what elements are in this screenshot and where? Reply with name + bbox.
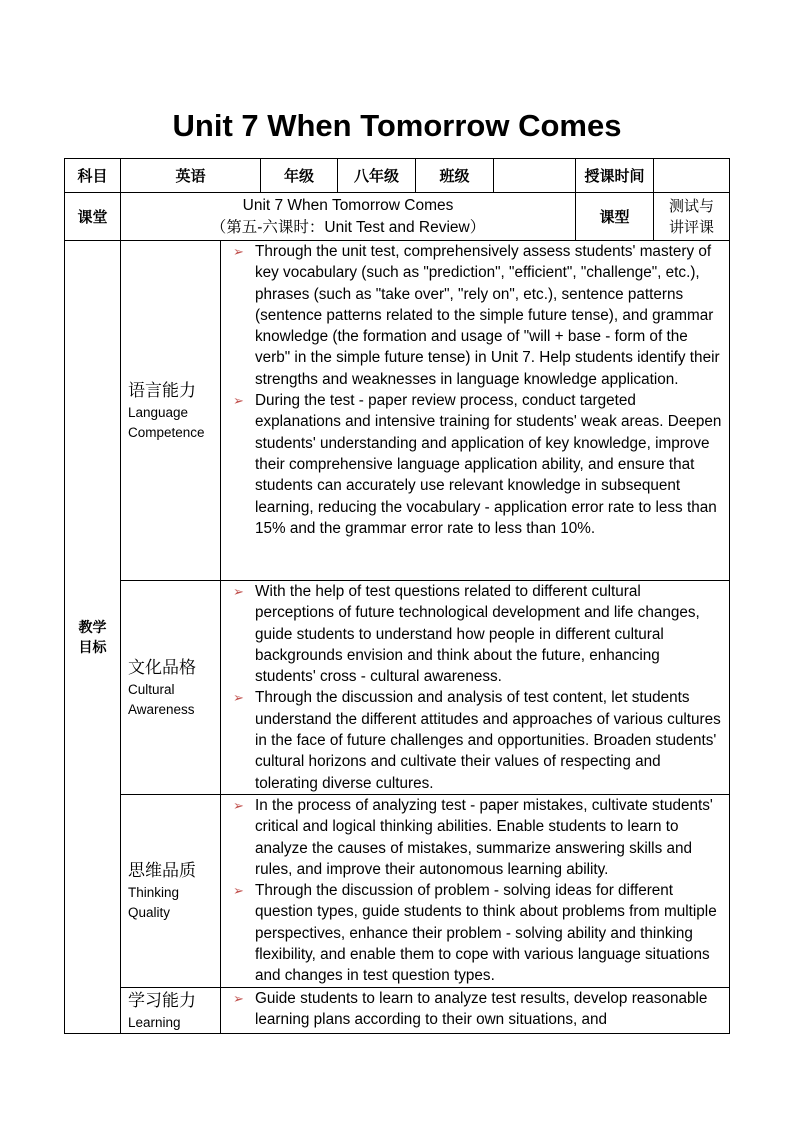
lesson-type-value bbox=[654, 193, 730, 241]
goal-content-language bbox=[221, 241, 730, 581]
time-label: 授课时间 bbox=[576, 159, 654, 193]
lesson-name bbox=[121, 193, 576, 241]
bullet-text: With the help of test questions related to different cultural perceptions of future technological development and life changes, guide students to understand how people in different cultural backgrounds envision and think about the future, enhancing students' cross - cultural awareness. bbox=[255, 583, 700, 686]
arrow-bullet-icon: ➢ bbox=[233, 584, 244, 599]
goal-row-language bbox=[65, 241, 730, 581]
category-language bbox=[121, 241, 221, 581]
list-item bbox=[229, 241, 722, 390]
category-en-line1: Cultural bbox=[128, 681, 175, 697]
time-value bbox=[654, 159, 730, 193]
category-learning bbox=[121, 987, 221, 1033]
bullet-text: Guide students to learn to analyze test results, develop reasonable learning plans according to their own situations, and bbox=[255, 989, 708, 1028]
list-item bbox=[229, 390, 722, 539]
grade-label: 年级 bbox=[261, 159, 338, 193]
lesson-name-line2: （第五-六课时：Unit Test and Review） bbox=[210, 218, 486, 236]
category-en-line2: Competence bbox=[128, 424, 205, 440]
category-en-line2: Awareness bbox=[128, 701, 195, 717]
lesson-name-line1: Unit 7 When Tomorrow Comes bbox=[242, 196, 454, 214]
goal-row-learning bbox=[65, 987, 730, 1033]
goal-row-thinking bbox=[65, 795, 730, 988]
lesson-type-label: 课型 bbox=[576, 193, 654, 241]
bullet-text: Through the discussion and analysis of test content, let students understand the different attitudes and approaches of various cultures in the face of future challenges and opportunities. Broaden students' cultural horizons and cultivate their values of respecting and tolerating diverse cultures. bbox=[255, 689, 721, 792]
lesson-type-line2: 讲评课 bbox=[669, 218, 715, 236]
arrow-bullet-icon: ➢ bbox=[233, 690, 244, 706]
teaching-goals-label bbox=[65, 241, 121, 1034]
arrow-bullet-icon: ➢ bbox=[233, 883, 244, 899]
goals-label-line2: 目标 bbox=[78, 638, 107, 655]
category-en-line2: Quality bbox=[128, 904, 171, 920]
list-item bbox=[229, 687, 722, 793]
arrow-bullet-icon: ➢ bbox=[233, 798, 244, 813]
bullet-text: During the test - paper review process, conduct targeted explanations and intensive training for students' weak areas. Deepen students' understanding and application of key knowledge, improve their comprehensive language application ability, and ensure that students can accurately use relevant knowledge in subsequent learning, reducing the vocabulary - application error rate to less than 15% and the grammar error rate to less than 10%. bbox=[255, 392, 722, 537]
goals-label-line1: 教学 bbox=[78, 618, 107, 635]
arrow-bullet-icon: ➢ bbox=[233, 393, 244, 409]
lesson-row bbox=[65, 193, 730, 241]
lesson-plan-table bbox=[64, 158, 730, 1034]
subject-label: 科目 bbox=[65, 159, 121, 193]
header-row bbox=[65, 159, 730, 193]
list-item bbox=[229, 988, 722, 1031]
lesson-label: 课堂 bbox=[65, 193, 121, 241]
class-label: 班级 bbox=[416, 159, 494, 193]
category-thinking bbox=[121, 795, 221, 988]
subject-value: 英语 bbox=[121, 159, 261, 193]
lesson-type-line1: 测试与 bbox=[669, 197, 715, 215]
bullet-text: Through the unit test, comprehensively assess students' mastery of key vocabulary (such as "prediction", "efficient", "challenge", etc.), phrases (such as "take over", "rely on", etc.), sentence patterns (sentence patterns related to the simple future tense), and grammar knowledge (the formation and usage of "will + base - form of the verb" in the simple future tense) in Unit 7. Help students identify their strengths and weaknesses in language knowledge application. bbox=[255, 243, 720, 388]
category-zh: 语言能力 bbox=[128, 380, 196, 400]
category-zh: 学习能力 bbox=[128, 990, 196, 1010]
arrow-bullet-icon: ➢ bbox=[233, 244, 244, 259]
category-zh: 思维品质 bbox=[128, 860, 196, 880]
category-en-line1: Language bbox=[128, 404, 189, 420]
category-en-line1: Learning bbox=[128, 1014, 181, 1030]
goal-content-thinking bbox=[221, 795, 730, 988]
bullet-text: Through the discussion of problem - solving ideas for different question types, guide students to think about problems from multiple perspectives, enhance their problem - solving ability and thinking flexibility, and enable them to cope with various language situations and changes in test question types. bbox=[255, 882, 717, 985]
grade-value: 八年级 bbox=[338, 159, 416, 193]
goal-content-learning bbox=[221, 987, 730, 1033]
goal-row-culture bbox=[65, 581, 730, 795]
class-value bbox=[494, 159, 576, 193]
category-zh: 文化品格 bbox=[128, 657, 196, 677]
arrow-bullet-icon: ➢ bbox=[233, 990, 244, 1006]
list-item bbox=[229, 795, 722, 880]
document-title: Unit 7 When Tomorrow Comes bbox=[172, 108, 622, 143]
list-item bbox=[229, 880, 722, 986]
goal-content-culture bbox=[221, 581, 730, 795]
list-item bbox=[229, 581, 722, 687]
category-en-line1: Thinking bbox=[128, 884, 180, 900]
category-culture bbox=[121, 581, 221, 795]
bullet-text: In the process of analyzing test - paper mistakes, cultivate students' critical and logical thinking abilities. Enable students to learn to analyze the causes of mistakes, summarize answering skills and rules, and improve their autonomous learning ability. bbox=[255, 797, 713, 878]
